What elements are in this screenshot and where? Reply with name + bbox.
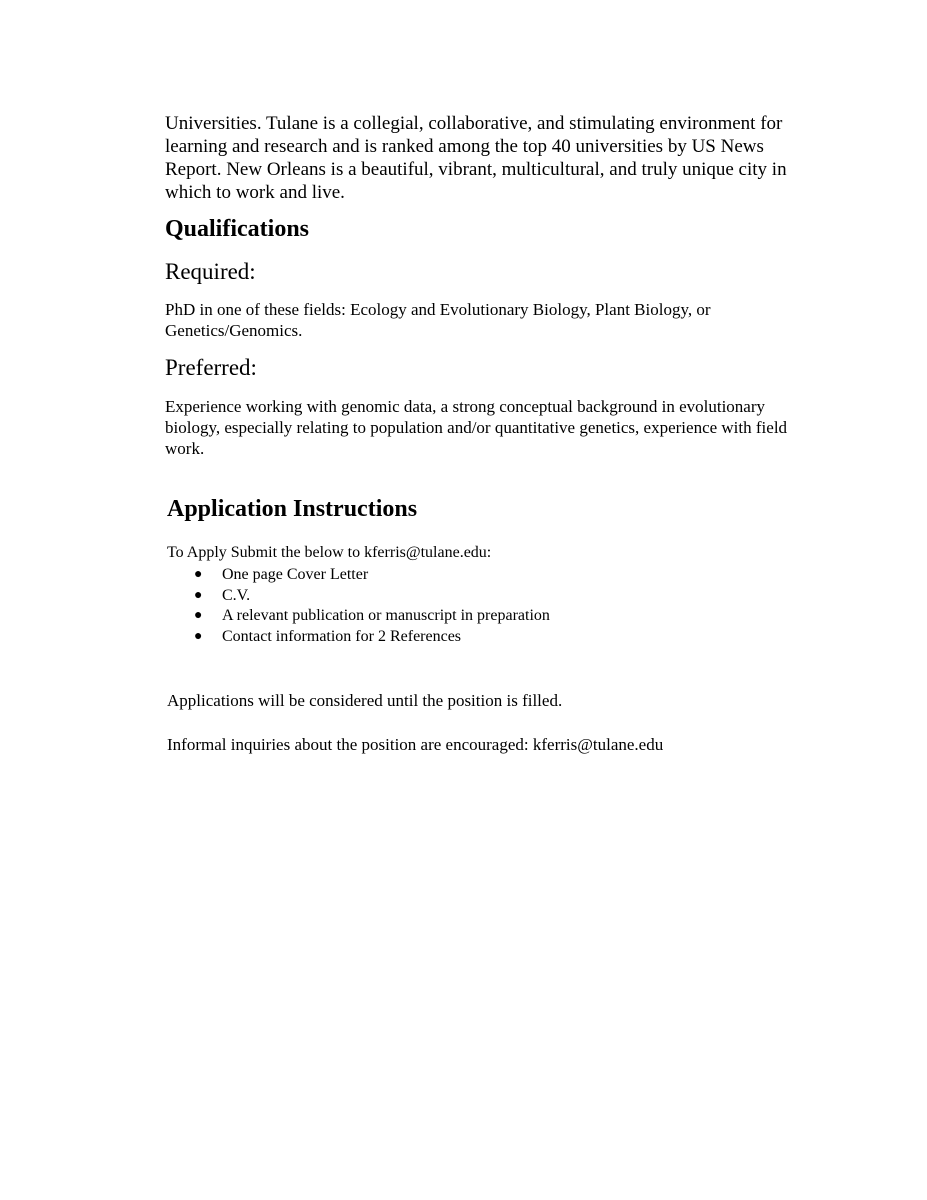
- list-item: [167, 586, 550, 607]
- bullet-icon: ●: [194, 587, 203, 603]
- considered-text: Applications will be considered until the position is filled.: [167, 691, 563, 710]
- required-heading: Required:: [165, 259, 256, 284]
- application-instructions-heading: Application Instructions: [167, 496, 418, 522]
- preferred-paragraph: Experience working with genomic data, a strong conceptual background in evolutionary biology, especially relating to population and/or quantitative genetics, experience with field work.: [165, 397, 788, 458]
- list-item-label: Contact information for 2 References: [222, 628, 462, 646]
- required-paragraph: PhD in one of these fields: Ecology and Evolutionary Biology, Plant Biology, or Genetics/Genomics.: [165, 300, 711, 340]
- bullet-icon: ●: [194, 608, 203, 624]
- inquiries-text: Informal inquiries about the position are encouraged: kferris@tulane.edu: [167, 735, 664, 754]
- list-item: [167, 606, 550, 627]
- list-item-label: A relevant publication or manuscript in preparation: [222, 607, 550, 625]
- list-item-label: One page Cover Letter: [222, 566, 369, 583]
- apply-intro-text: To Apply Submit the below to kferris@tulane.edu:: [167, 544, 492, 561]
- bullet-icon: ●: [194, 629, 203, 645]
- list-item-label: C.V.: [222, 586, 251, 604]
- intro-paragraph: Universities. Tulane is a collegial, collaborative, and stimulating environment for learning and research and is ranked among the top 40 universities by US News Report. New Orleans is a beautiful, vibrant, multicultural, and truly unique city in which to work and live.: [165, 113, 787, 203]
- qualifications-heading: Qualifications: [165, 216, 310, 242]
- application-materials-list: [167, 565, 550, 648]
- list-item: [167, 627, 550, 648]
- preferred-heading: Preferred:: [165, 355, 257, 380]
- bullet-icon: ●: [194, 567, 203, 582]
- list-item: [167, 565, 550, 586]
